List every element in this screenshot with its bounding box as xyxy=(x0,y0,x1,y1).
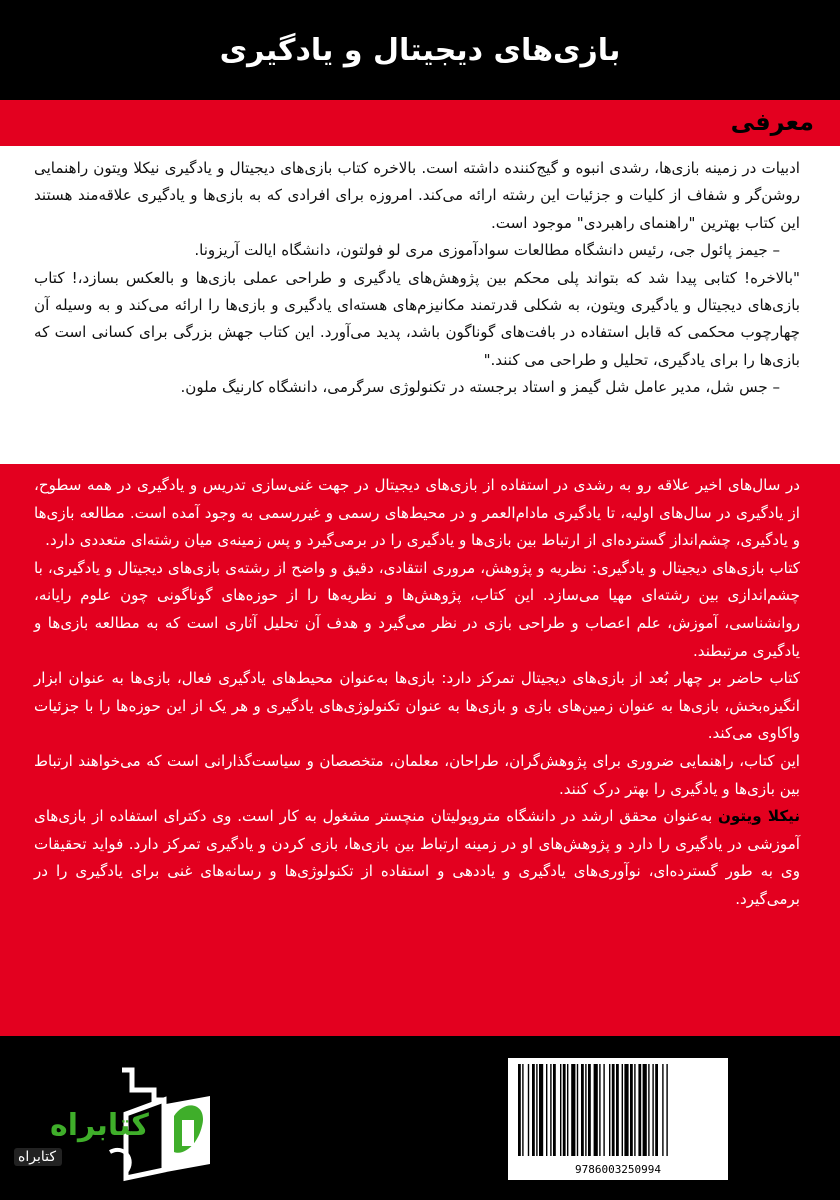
barcode xyxy=(508,1058,728,1180)
barcode-bar xyxy=(571,1064,575,1156)
publisher-logo-text: کتابراه xyxy=(50,1108,149,1143)
description-paragraph-2: کتاب بازی‌های دیجیتال و یادگیری: نظریه و پژوهش، مروری انتقادی، دقیق و واضح از رشته‌ی بازی‌های دیجیتال و یادگیری، با چشم‌اندازی بین رشته‌ای مهیا می‌سازد. این کتاب، پژوهش‌ها و نظریه‌ها را از حوزه‌های گوناگونی چون علوم رایانه، روانشناسی، آموزش، علم اعصاب و طراحی بازی در نظر می‌گیرد و هدف آن تحلیل آثاری است که به مطالعه بازی‌ها و یادگیری مرتبطند. xyxy=(34,558,800,660)
book-title: بازی‌های دیجیتال و یادگیری xyxy=(219,32,621,68)
barcode-bar xyxy=(588,1064,591,1156)
barcode-bar xyxy=(532,1064,535,1156)
barcode-bar xyxy=(546,1064,547,1156)
author-bio: به‌عنوان محقق ارشد در دانشگاه متروپولیتان منچستر مشغول به کار است. وی دکترای استفاده از بازی‌های آموزشی در یادگیری را دارد و پژوهش‌های او در زمینه ارتباط بین بازی‌ها، بازی کردن و یادگیری تمرکز دارد. فواید تحقیقات وی به طور گسترده‌ای، نوآوری‌های یادگیری و یاددهی و استفاده از تکنولوژی‌ها و رسانه‌های غنی برای یادگیری را در برمی‌گیرد. xyxy=(34,807,800,908)
description-paragraph-3: کتاب حاضر بر چهار بُعد از بازی‌های دیجیتال تمرکز دارد: بازی‌ها به‌عنوان محیط‌های یادگیری فعال، بازی‌ها به عنوان ابزار انگیزه‌بخش، بازی‌ها به عنوان زمین‌های بازی و بازی‌ها به عنوان تکنولوژی‌های یادگیری و هر یک از این حوزه‌ها را با جزئیات واکاوی می‌کند. xyxy=(34,669,800,743)
description-section xyxy=(0,464,840,1036)
description-paragraph-5 xyxy=(34,803,800,913)
barcode-bar xyxy=(594,1064,598,1156)
barcode-bar xyxy=(603,1064,604,1156)
endorsement-attribution-2: – جس شل، مدیر عامل شل گیمز و استاد برجسته در تکنولوژی سرگرمی، دانشگاه کارنیگ ملون. xyxy=(180,378,780,397)
barcode-bar xyxy=(567,1064,568,1156)
barcode-bar xyxy=(528,1064,529,1156)
author-name: نیکلا ویتون xyxy=(718,807,800,826)
description-paragraph-1: در سال‌های اخیر علاقه رو به رشدی در استفاده از بازی‌های دیجیتال در جهت غنی‌سازی تدریس و یادگیری در همه سطوح، از یادگیری در سال‌های اولیه، تا یادگیری مادام‌العمر و در محیط‌های رسمی و غیررسمی به وجود آمده است. مطالعه بازی‌ها و یادگیری، چشم‌انداز گسترده‌ای از ارتباط بین بازی‌ها و یادگیری را در برمی‌گیرد و پس زمینه‌ی میان رشته‌ای متعددی دارد. xyxy=(34,476,800,550)
barcode-bar xyxy=(518,1064,521,1156)
barcode-bar xyxy=(539,1064,543,1156)
endorsements-section xyxy=(0,146,840,464)
description-paragraph-4: این کتاب، راهنمایی ضروری برای پژوهش‌گران، طراحان، معلمان، متخصصان و سیاست‌گذارانی است که می‌خواهند ارتباط بین بازی‌ها و یادگیری را بهتر درک کنند. xyxy=(34,751,800,798)
barcode-bar xyxy=(577,1064,578,1156)
barcode-bar xyxy=(609,1064,610,1156)
barcode-bar xyxy=(522,1064,523,1156)
barcode-bar xyxy=(662,1064,663,1156)
barcode-bar xyxy=(563,1064,566,1156)
publisher-logo-small-text: کتابراه xyxy=(14,1148,62,1166)
isbn-number: 9786003250994 xyxy=(574,1163,662,1176)
barcode-bar xyxy=(550,1064,551,1156)
barcode-bar xyxy=(599,1064,600,1156)
barcode-bar xyxy=(634,1064,635,1156)
title-bar xyxy=(0,0,840,100)
barcode-bar xyxy=(581,1064,584,1156)
barcode-bar xyxy=(655,1064,658,1156)
barcode-bar xyxy=(638,1064,641,1156)
barcode-bar xyxy=(536,1064,537,1156)
barcode-bar xyxy=(643,1064,647,1156)
endorsement-quote-2: "بالاخره! کتابی پیدا شد که بتواند پلی محکم بین پژوهش‌های یادگیری و طراحی عملی بازی‌ها و بالعکس بسازد،! کتاب بازی‌های دیجیتال و یادگیری ویتون، به شکلی قدرتمند مکانیزم‌های هسته‌ای یادگیری و بازی‌ها را ارائه می‌کند و به وسیله آن چهارچوب محکمی که قابل استفاده در بافت‌های گوناگون باشد، پدید می‌آورد. این کتاب جهش بزرگی برای کسانی است که بازی‌ها را برای یادگیری، تحلیل و طراحی می کنند." xyxy=(34,268,800,369)
barcode-bar xyxy=(560,1064,561,1156)
barcode-bar xyxy=(622,1064,623,1156)
publisher-logo xyxy=(14,1060,224,1190)
barcode-bar xyxy=(666,1064,667,1156)
barcode-bar xyxy=(630,1064,633,1156)
barcode-bars xyxy=(514,1064,722,1160)
barcode-bar xyxy=(652,1064,653,1156)
intro-bar xyxy=(0,100,840,146)
barcode-bar xyxy=(616,1064,619,1156)
intro-heading: معرفی xyxy=(730,108,814,136)
endorsement-quote-1: ادبیات در زمینه بازی‌ها، رشدی انبوه و گیج‌کننده داشته است. بالاخره کتاب بازی‌های دیجیتال و یادگیری نیکلا ویتون راهنمایی روشن‌گر و شفاف از کلیات و جزئیات این رشته ارائه می‌کند. امروزه برای افرادی که به بازی‌ها و یادگیری علاقه‌مند هستند این کتاب بهترین "راهنمای راهبردی" موجود است. xyxy=(34,159,800,232)
barcode-bar xyxy=(553,1064,556,1156)
barcode-bar xyxy=(624,1064,628,1156)
endorsement-attribution-1: – جیمز پائول جی، رئیس دانشگاه مطالعات سوادآموزی مری لو فولتون، دانشگاه ایالت آریزونا. xyxy=(194,241,780,260)
barcode-bar xyxy=(648,1064,649,1156)
barcode-bar xyxy=(585,1064,586,1156)
barcode-bar xyxy=(612,1064,615,1156)
